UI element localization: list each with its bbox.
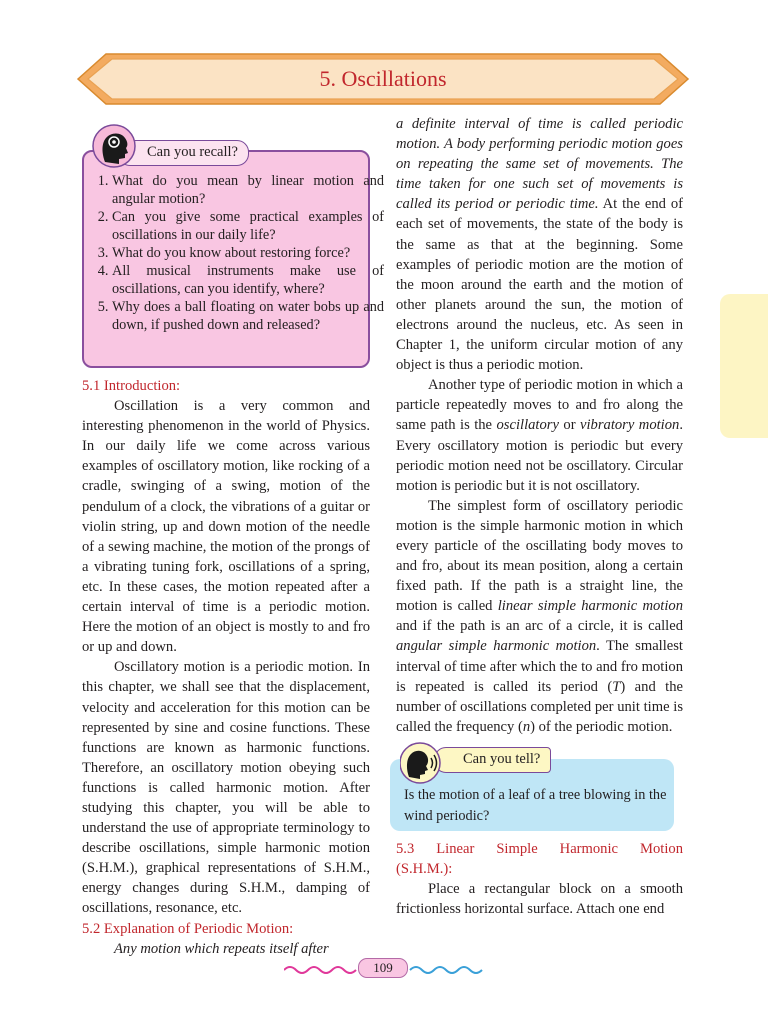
text: . Every oscillatory motion is periodic but every periodic motion need not be oscillatory. Circular motion is periodic but it is not oscillatory.	[396, 417, 683, 494]
recall-item: 5. Why does a ball floating on water bobs up and down, if pushed down and released?	[112, 298, 384, 334]
page-number: 109	[358, 958, 408, 978]
tell-question: Is the motion of a leaf of a tree blowing in the wind periodic?	[404, 786, 667, 824]
paragraph	[396, 496, 683, 737]
right-column	[396, 114, 683, 919]
side-tab	[720, 294, 768, 438]
tell-box	[390, 743, 678, 835]
recall-item: 4. All musical instruments make use of oscillations, can you identify, where?	[112, 262, 384, 298]
text: . The smallest interval of time after which the to and fro motion is repeated is called its period (	[396, 638, 683, 695]
thinking-head-icon	[92, 124, 136, 170]
paragraph	[396, 375, 683, 496]
page-footer	[284, 958, 484, 980]
recall-item: 1. What do you mean by linear motion and angular motion?	[112, 172, 384, 208]
section-heading-5-1: 5.1 Introduction:	[82, 378, 181, 394]
chapter-title: 5. Oscillations	[319, 65, 447, 91]
section-heading-5-2: 5.2 Explanation of Periodic Motion:	[82, 920, 294, 937]
symbol-text: n	[522, 718, 531, 735]
paragraph: Oscillatory motion is a periodic motion. In this chapter, we shall see that the displacement, velocity and acceleration for this motion can be represented by sine and cosine functions. These functions are known as harmonic functions. Therefore, an oscillatory motion obeying such functions is called harmonic motion. After studying this chapter, you will be able to understand the use of appropriate terminology to describe oscillations, simple harmonic motion (S.H.M.), graphical representations of S.H.M., energy changes during S.H.M., damping of oscillations, resonance, etc.	[82, 659, 370, 917]
recall-list	[88, 172, 384, 334]
term-text: linear simple harmonic motion	[497, 598, 684, 615]
left-column	[82, 116, 384, 959]
chapter-banner	[76, 52, 690, 106]
recall-box	[82, 128, 384, 370]
speaking-head-icon	[400, 741, 444, 785]
section-heading-5-3: 5.3 Linear Simple Harmonic Motion (S.H.M.):	[396, 840, 683, 877]
term-text: angular simple harmonic motion	[396, 638, 597, 655]
recall-label: Can you recall?	[118, 140, 249, 166]
text: ) and the number of oscillations completed per unit time is called the frequency (	[396, 678, 683, 735]
text: and if the path is an arc of a circle, it is called	[396, 618, 683, 635]
text: or	[558, 417, 581, 434]
text: Another type of periodic motion in which a particle repeatedly moves to and fro along the same path is the	[396, 377, 683, 434]
paragraph: Oscillation is a very common and interesting phenomenon in the world of Physics. In our daily life we come across various examples of oscillatory motion, like rocking of a cradle, swinging of a swing, motion of the pendulum of a clock, the vibrations of a guitar or violin string, up and down motion of the needle of a sewing machine, the motion of the prongs of a vibrating tuning fork, oscillations of a spring, etc. In these cases, the motion repeated after a certain interval of time is a periodic motion. Here the motion of an object is mostly to and fro or up and down.	[82, 398, 370, 656]
recall-item: 3. What do you know about restoring force?	[112, 244, 384, 262]
text: The simplest form of oscillatory periodic motion is the simple harmonic motion in which every particle of the oscillating body moves to and fro, about its mean position, along a certain fixed path. If the path is a straight line, the motion is called	[396, 497, 683, 615]
paragraph	[396, 114, 683, 375]
symbol-text: T	[612, 678, 621, 695]
paragraph-text: At the end of each set of movements, the state of the body is the same as that at the beginning. Some examples of periodic motion are the motion of the moon around the earth and the motion of other planets around the sun, the motion of electrons around the nucleus, etc. As seen in Chapter 1, the uniform circular motion of any object is thus a periodic motion.	[396, 196, 683, 374]
paragraph: Any motion which repeats itself after	[114, 940, 329, 957]
text: ) of the periodic motion.	[530, 718, 673, 735]
paragraph: Place a rectangular block on a smooth frictionless horizontal surface. Attach one end	[396, 881, 683, 918]
tell-label: Can you tell?	[434, 747, 551, 773]
recall-item: 2. Can you give some practical examples of oscillations in our daily life?	[112, 208, 384, 244]
term-text: oscillatory	[496, 417, 559, 434]
term-text: vibratory motion	[580, 417, 680, 434]
definition-text: a definite interval of time is called periodic motion. A body performing periodic motion goes on repeating the same set of movements. The time taken for one such set of movements is called its period or periodic time.	[396, 116, 683, 213]
